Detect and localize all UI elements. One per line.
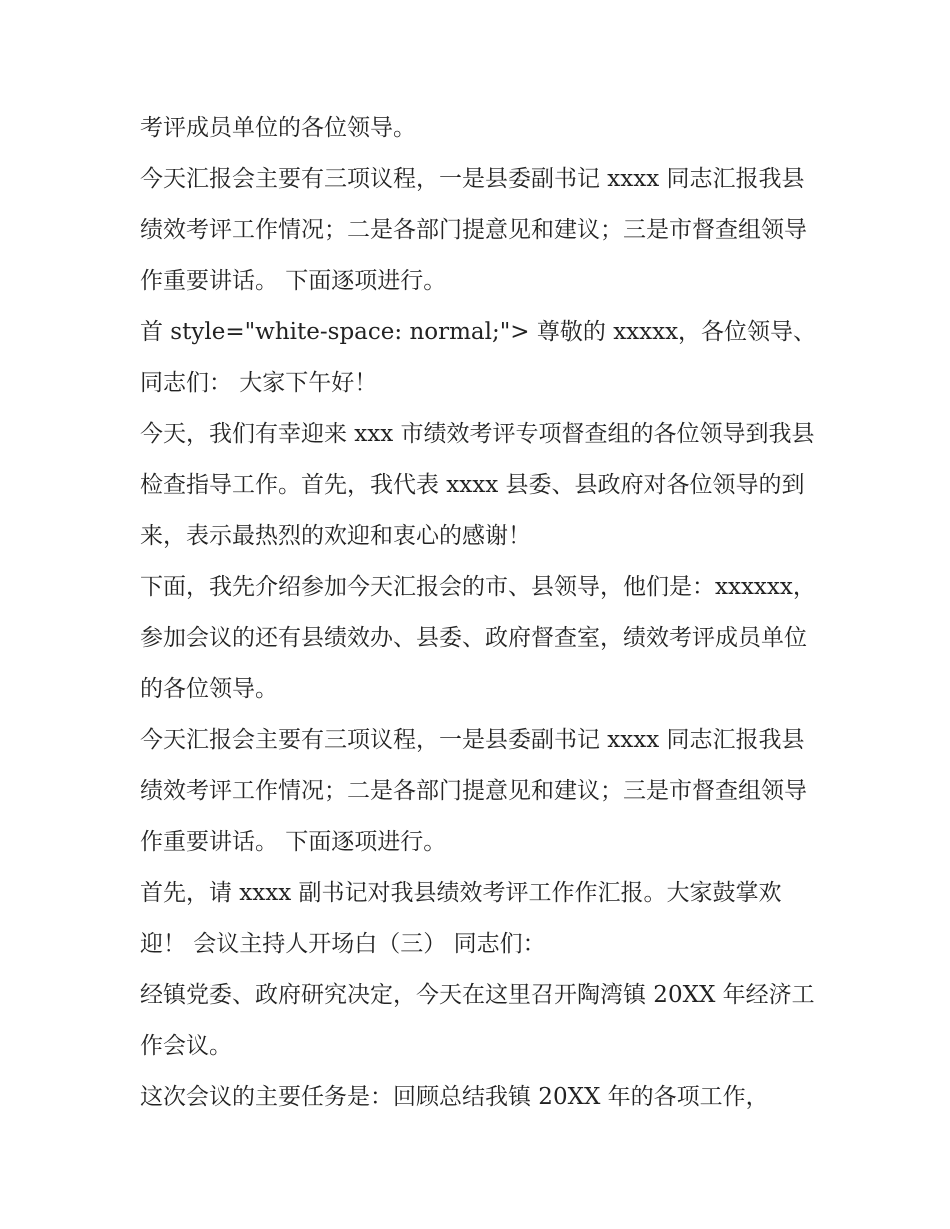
paragraph: 下面，我先介绍参加今天汇报会的市、县领导，他们是：xxxxxx，参加会议的还有县绩效办、县委、政府督查室，绩效考评成员单位的各位领导。 — [140, 574, 816, 702]
paragraph: 考评成员单位的各位领导。 — [140, 115, 416, 141]
paragraph: 首 style="white-space: normal;"> 尊敬的 xxxxx，各位领导、同志们： 大家下午好！ — [140, 319, 817, 396]
document-body — [140, 103, 820, 1123]
paragraph: 这次会议的主要任务是：回顾总结我镇 20XX 年的各项工作， — [140, 1084, 769, 1110]
paragraph: 经镇党委、政府研究决定，今天在这里召开陶湾镇 20XX 年经济工作会议。 — [140, 982, 815, 1059]
paragraph: 今天，我们有幸迎来 xxx 市绩效考评专项督查组的各位领导到我县检查指导工作。首先，我代表 xxxx 县委、县政府对各位领导的到来，表示最热烈的欢迎和衷心的感谢！ — [140, 421, 815, 549]
paragraph: 今天汇报会主要有三项议程，一是县委副书记 xxxx 同志汇报我县绩效考评工作情况；二是各部门提意见和建议；三是市督查组领导作重要讲话。 下面逐项进行。 — [140, 166, 807, 294]
paragraph: 今天汇报会主要有三项议程，一是县委副书记 xxxx 同志汇报我县绩效考评工作情况；二是各部门提意见和建议；三是市督查组领导作重要讲话。 下面逐项进行。 — [140, 727, 807, 855]
paragraph: 首先，请 xxxx 副书记对我县绩效考评工作作汇报。大家鼓掌欢迎！ 会议主持人开场白（三） 同志们： — [140, 880, 782, 957]
